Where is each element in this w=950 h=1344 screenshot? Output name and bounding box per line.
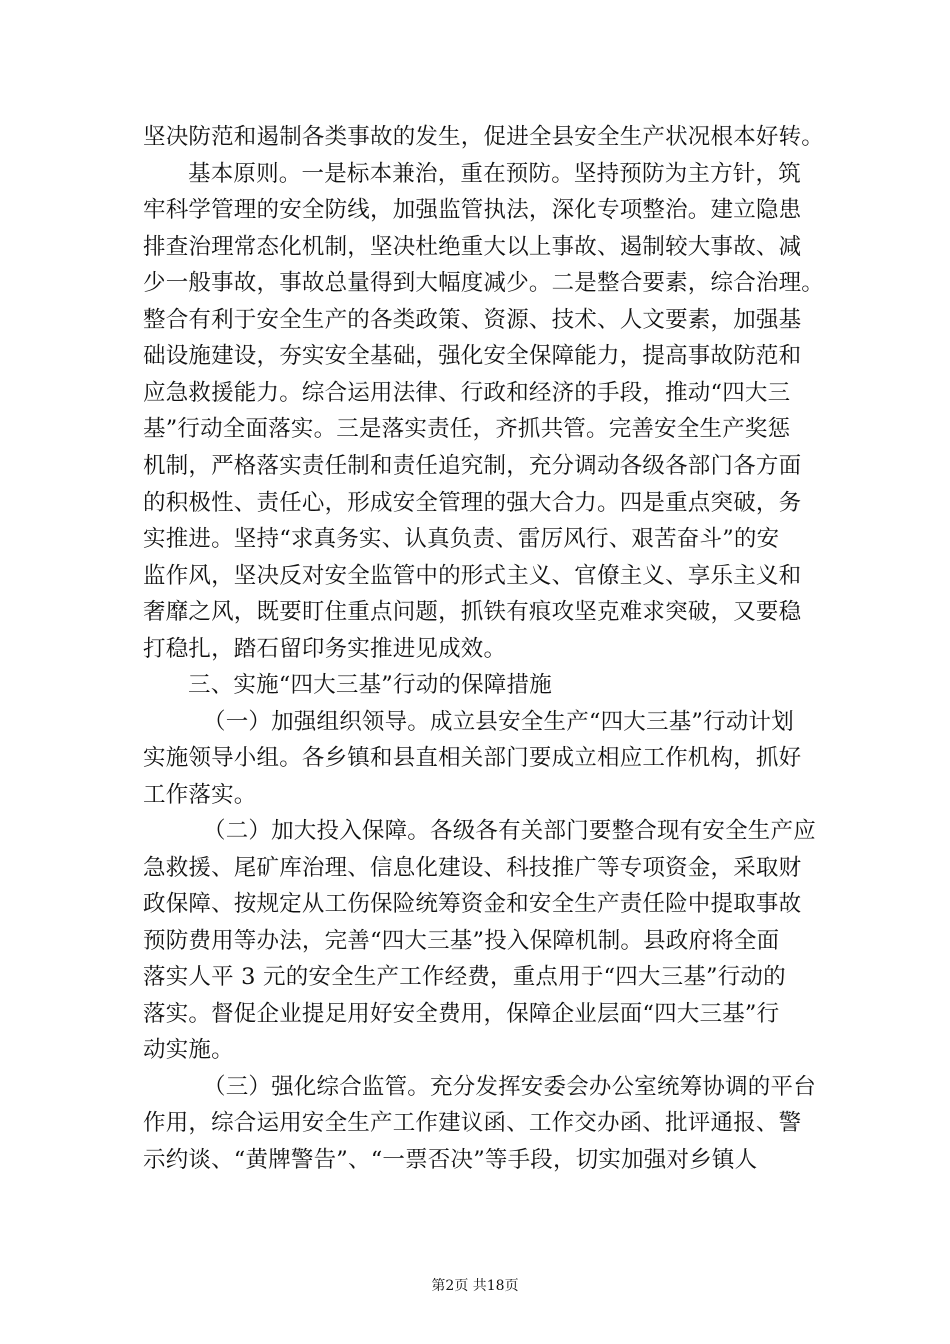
text-line: （一）加强组织领导。成立县安全生产“四大三基”行动计划 (203, 709, 794, 735)
text-line: 作用，综合运用安全生产工作建议函、工作交办函、批评通报、警 (143, 1110, 802, 1136)
text-line: 打稳扎，踏石留印务实推进见成效。 (143, 636, 507, 662)
text-line: 工作落实。 (143, 782, 257, 808)
current-page-number: 2 (445, 1278, 455, 1294)
text-line: 实推进。坚持“求真务实、认真负责、雷厉风行、艰苦奋斗”的安 (143, 526, 780, 552)
text-line: 的积极性、责任心，形成安全管理的强大合力。四是重点突破，务 (143, 490, 802, 516)
text-line: 落实人平 3 元的安全生产工作经费，重点用于“四大三基”行动的 (143, 964, 786, 990)
text-line: （二）加大投入保障。各级各有关部门要整合现有安全生产应 (203, 818, 816, 844)
text-line: 机制，严格落实责任制和责任追究制，充分调动各级各部门各方面 (143, 453, 802, 479)
text-line: 奢靡之风，既要盯住重点问题，抓铁有痕攻坚克难求突破，又要稳 (143, 599, 802, 625)
text-line: 整合有利于安全生产的各类政策、资源、技术、人文要素，加强基 (143, 307, 802, 333)
total-page-count: 18 (486, 1278, 505, 1294)
text-line: 监作风，坚决反对安全监管中的形式主义、官僚主义、享乐主义和 (143, 563, 802, 589)
text-line: 基本原则。一是标本兼治，重在预防。坚持预防为主方针，筑 (188, 161, 801, 187)
text-line: 急救援、尾矿库治理、信息化建设、科技推广等专项资金，采取财 (143, 855, 802, 881)
text-line: 应急救援能力。综合运用法律、行政和经济的手段，推动“四大三 (143, 380, 791, 406)
text-line: （三）强化综合监管。充分发挥安委会办公室统筹协调的平台 (203, 1074, 816, 1100)
text-line: 坚决防范和遏制各类事故的发生，促进全县安全生产状况根本好转。 (143, 124, 825, 150)
text-line: 落实。督促企业提足用好安全费用，保障企业层面“四大三基”行 (143, 1001, 780, 1027)
text-line: 实施领导小组。各乡镇和县直相关部门要成立相应工作机构，抓好 (143, 745, 802, 771)
page-footer (0, 1277, 950, 1295)
text-line: 示约谈、“黄牌警告”、“一票否决”等手段，切实加强对乡镇人 (143, 1147, 758, 1173)
text-line: 政保障、按规定从工伤保险统筹资金和安全生产责任险中提取事故 (143, 891, 802, 917)
footer-suffix: 页 (504, 1278, 519, 1294)
footer-prefix: 第 (431, 1278, 446, 1294)
section-heading: 三、实施“四大三基”行动的保障措施 (188, 672, 552, 698)
text-line: 牢科学管理的安全防线，加强监管执法，深化专项整治。建立隐患 (143, 197, 802, 223)
text-line: 预防费用等办法，完善“四大三基”投入保障机制。县政府将全面 (143, 928, 780, 954)
footer-mid: 页 共 (454, 1278, 487, 1294)
text-line: 础设施建设，夯实安全基础，强化安全保障能力，提高事故防范和 (143, 343, 802, 369)
text-line: 基”行动全面落实。三是落实责任，齐抓共管。完善安全生产奖惩 (143, 416, 791, 442)
text-line: 排查治理常态化机制，坚决杜绝重大以上事故、遏制较大事故、减 (143, 234, 802, 260)
text-line: 少一般事故，事故总量得到大幅度减少。二是整合要素，综合治理。 (143, 270, 825, 296)
text-line: 动实施。 (143, 1037, 234, 1063)
